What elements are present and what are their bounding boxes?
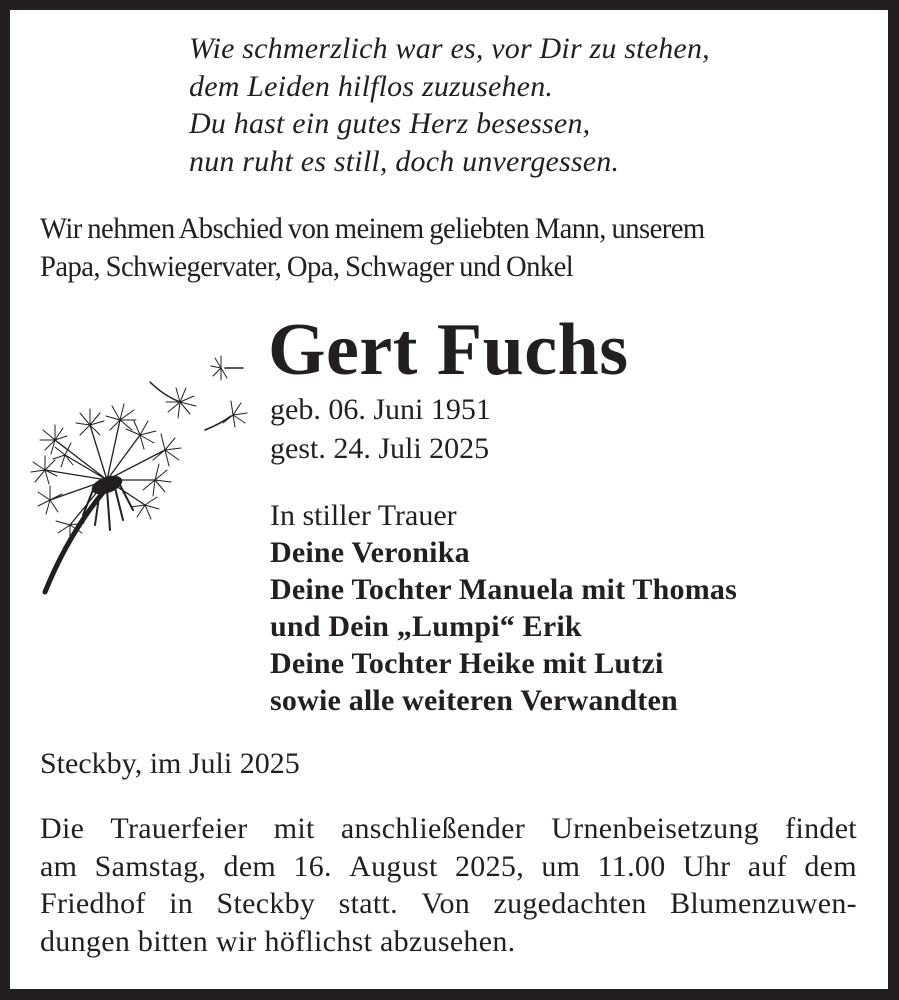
word: Uhr: [682, 849, 731, 883]
mourner-line: sowie alle weiteren Verwandten: [270, 684, 678, 717]
word: statt.: [338, 887, 398, 920]
poem-line: dem Leiden hilflos zuzusehen.: [189, 69, 554, 103]
funeral-line: [40, 810, 857, 848]
word: 16.: [293, 849, 332, 883]
poem: [189, 30, 789, 180]
intro-line: Papa, Schwiegervater, Opa, Schwager und Onkel: [40, 250, 574, 283]
word: Samstag,: [94, 849, 207, 883]
life-dates: [270, 390, 491, 468]
word: auf: [747, 849, 787, 883]
word: dem: [804, 849, 857, 883]
dandelion-icon: [25, 330, 255, 600]
word: in: [169, 887, 194, 920]
mourner-line: Deine Veronika: [270, 536, 470, 569]
poem-line: Du hast ein gutes Herz besessen,: [189, 107, 591, 140]
poem-line: Wie schmerzlich war es, vor Dir zu stehen,: [189, 32, 710, 65]
funeral-line: [40, 848, 857, 886]
word: mit: [273, 812, 315, 845]
word: Trauerfeier: [110, 812, 248, 845]
word: August: [349, 849, 438, 883]
birth-date: geb. 06. Juni 1951: [270, 393, 491, 426]
funeral-line: dungen bitten wir höflichst abzusehen.: [40, 924, 516, 958]
poem-line: nun ruht es still, doch unvergessen.: [189, 144, 620, 178]
word: anschließender: [340, 812, 525, 845]
word: Blumenzuwen-: [670, 887, 857, 920]
word: Von: [421, 887, 471, 920]
word: dem: [223, 849, 277, 883]
word: Urnenbeisetzung: [551, 812, 759, 845]
word: um: [541, 849, 581, 883]
place-date: Steckby, im Juli 2025: [40, 747, 300, 780]
mourner-line: Deine Tochter Heike mit Lutzi: [270, 647, 664, 680]
intro-line: Wir nehmen Abschied von meinem geliebten Mann, unserem: [40, 212, 705, 245]
funeral-line: [40, 885, 857, 923]
word: Die: [40, 812, 85, 845]
word: Steckby: [216, 887, 316, 920]
intro-paragraph: [40, 210, 860, 286]
deceased-name: Gert Fuchs: [268, 309, 629, 391]
mourners-block: [270, 497, 737, 719]
funeral-notice: [40, 810, 857, 960]
mourner-line: Deine Tochter Manuela mit Thomas: [270, 573, 737, 606]
word: 11.00: [597, 849, 666, 883]
mourner-line: und Dein „Lumpi“ Erik: [270, 610, 582, 643]
death-date: gest. 24. Juli 2025: [270, 432, 490, 465]
word: zugedachten: [493, 887, 647, 920]
word: findet: [785, 812, 857, 845]
word: Friedhof: [40, 887, 146, 920]
mourners-heading: In stiller Trauer: [270, 499, 457, 532]
word: 2025,: [455, 849, 524, 883]
word: am: [40, 849, 78, 883]
